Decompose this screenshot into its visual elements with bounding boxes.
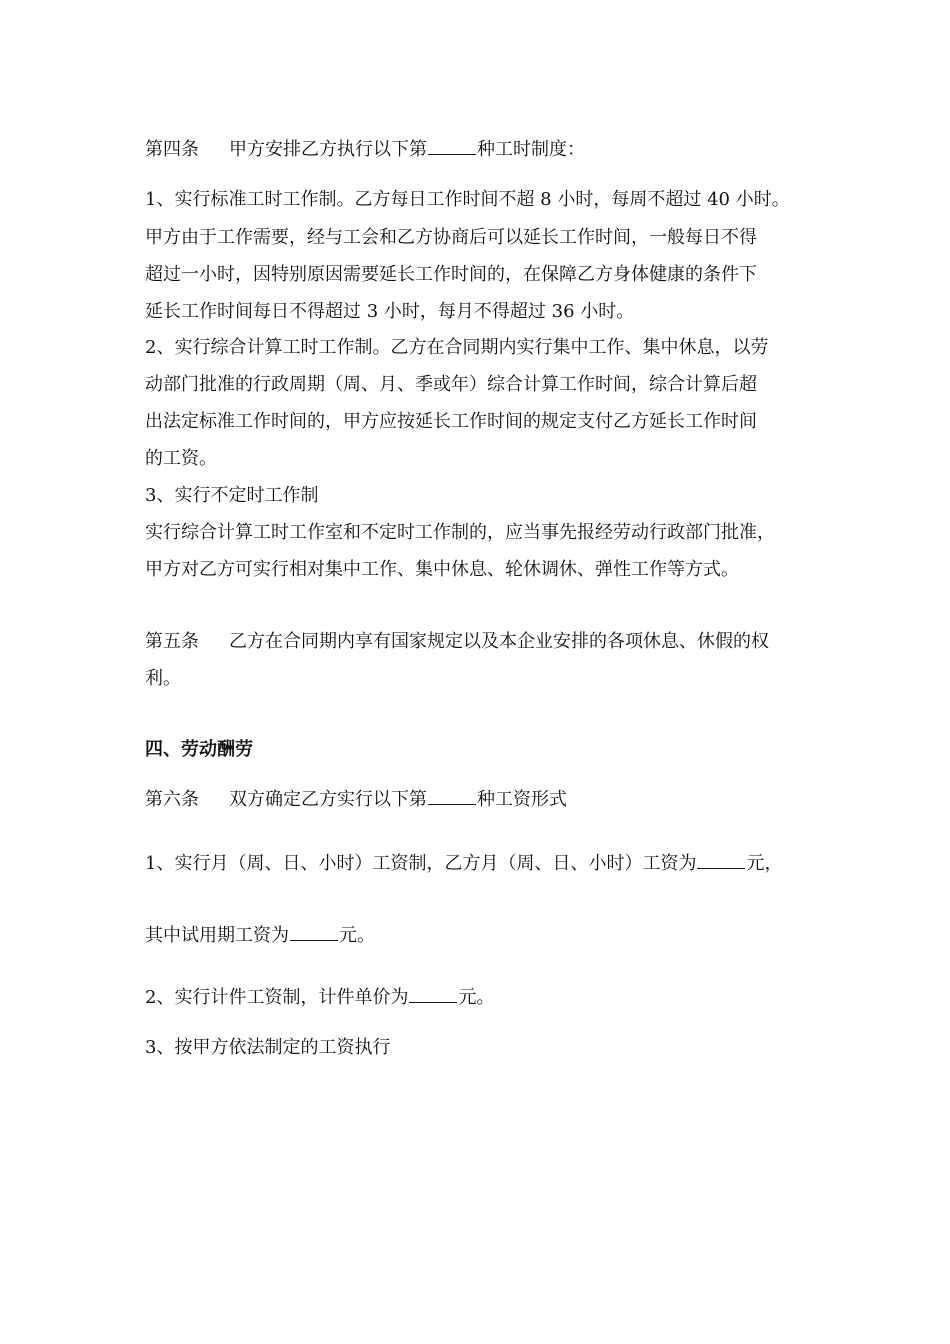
wage-line xyxy=(145,852,782,876)
article5-label: 第五条 xyxy=(145,631,199,652)
paragraph-line: 3、按甲方依法制定的工资执行 xyxy=(145,1037,391,1058)
article4-label: 第四条 xyxy=(145,139,199,160)
piece-rate-text: 2、实行计件工资制，计件单价为 xyxy=(145,987,409,1008)
piece-rate-unit: 元。 xyxy=(458,987,495,1008)
paragraph-line: 动部门批准的行政周期（周、月、季或年）综合计算工作时间，综合计算后超 xyxy=(145,374,757,395)
fill-blank[interactable] xyxy=(428,138,476,155)
fill-blank[interactable] xyxy=(409,986,457,1003)
fill-blank[interactable] xyxy=(428,788,476,805)
article6-heading-line xyxy=(145,788,567,812)
paragraph-line: 甲方由于工作需要，经与工会和乙方协商后可以延长工作时间，一般每日不得 xyxy=(145,227,757,248)
paragraph-line: 超过一小时，因特别原因需要延长工作时间的，在保障乙方身体健康的条件下 xyxy=(145,264,757,285)
piece-rate-line xyxy=(145,986,494,1010)
article6-label: 第六条 xyxy=(145,789,199,810)
paragraph-line: 实行综合计算工时工作室和不定时工作制的，应当事先报经劳动行政部门批准， xyxy=(145,522,775,543)
probation-unit: 元。 xyxy=(339,925,375,946)
article4-text-after: 种工时制度： xyxy=(477,139,585,160)
article6-text: 双方确定乙方实行以下第 xyxy=(229,789,427,810)
paragraph-line: 的工资。 xyxy=(145,448,217,469)
probation-text: 其中试用期工资为 xyxy=(145,925,289,946)
paragraph-line: 出法定标准工作时间的，甲方应按延长工作时间的规定支付乙方延长工作时间 xyxy=(145,411,757,432)
probation-line xyxy=(145,924,375,948)
paragraph-line: 延长工作时间每日不得超过 3 小时，每月不得超过 36 小时。 xyxy=(145,301,635,322)
fill-blank[interactable] xyxy=(290,924,338,941)
paragraph-line: 3、实行不定时工作制 xyxy=(145,485,319,506)
article4-text: 甲方安排乙方执行以下第 xyxy=(229,139,427,160)
paragraph-line: 1、实行标准工时工作制。乙方每日工作时间不超 8 小时，每周不超过 40 小时。 xyxy=(145,189,790,210)
article6-text-after: 种工资形式 xyxy=(477,789,567,810)
paragraph-line: 甲方对乙方可实行相对集中工作、集中休息、轮休调休、弹性工作等方式。 xyxy=(145,559,739,580)
section-heading: 四、劳动酬劳 xyxy=(145,739,253,760)
article5-line xyxy=(145,630,769,654)
wage-unit: 元， xyxy=(746,853,783,874)
fill-blank[interactable] xyxy=(697,852,745,869)
article4-heading-line xyxy=(145,138,585,162)
article5-text: 乙方在合同期内享有国家规定以及本企业安排的各项休息、休假的权 xyxy=(229,631,769,652)
paragraph-line: 2、实行综合计算工时工作制。乙方在合同期内实行集中工作、集中休息，以劳 xyxy=(145,337,769,358)
paragraph-line: 利。 xyxy=(145,668,181,689)
wage-text: 1、实行月（周、日、小时）工资制，乙方月（周、日、小时）工资为 xyxy=(145,853,697,874)
